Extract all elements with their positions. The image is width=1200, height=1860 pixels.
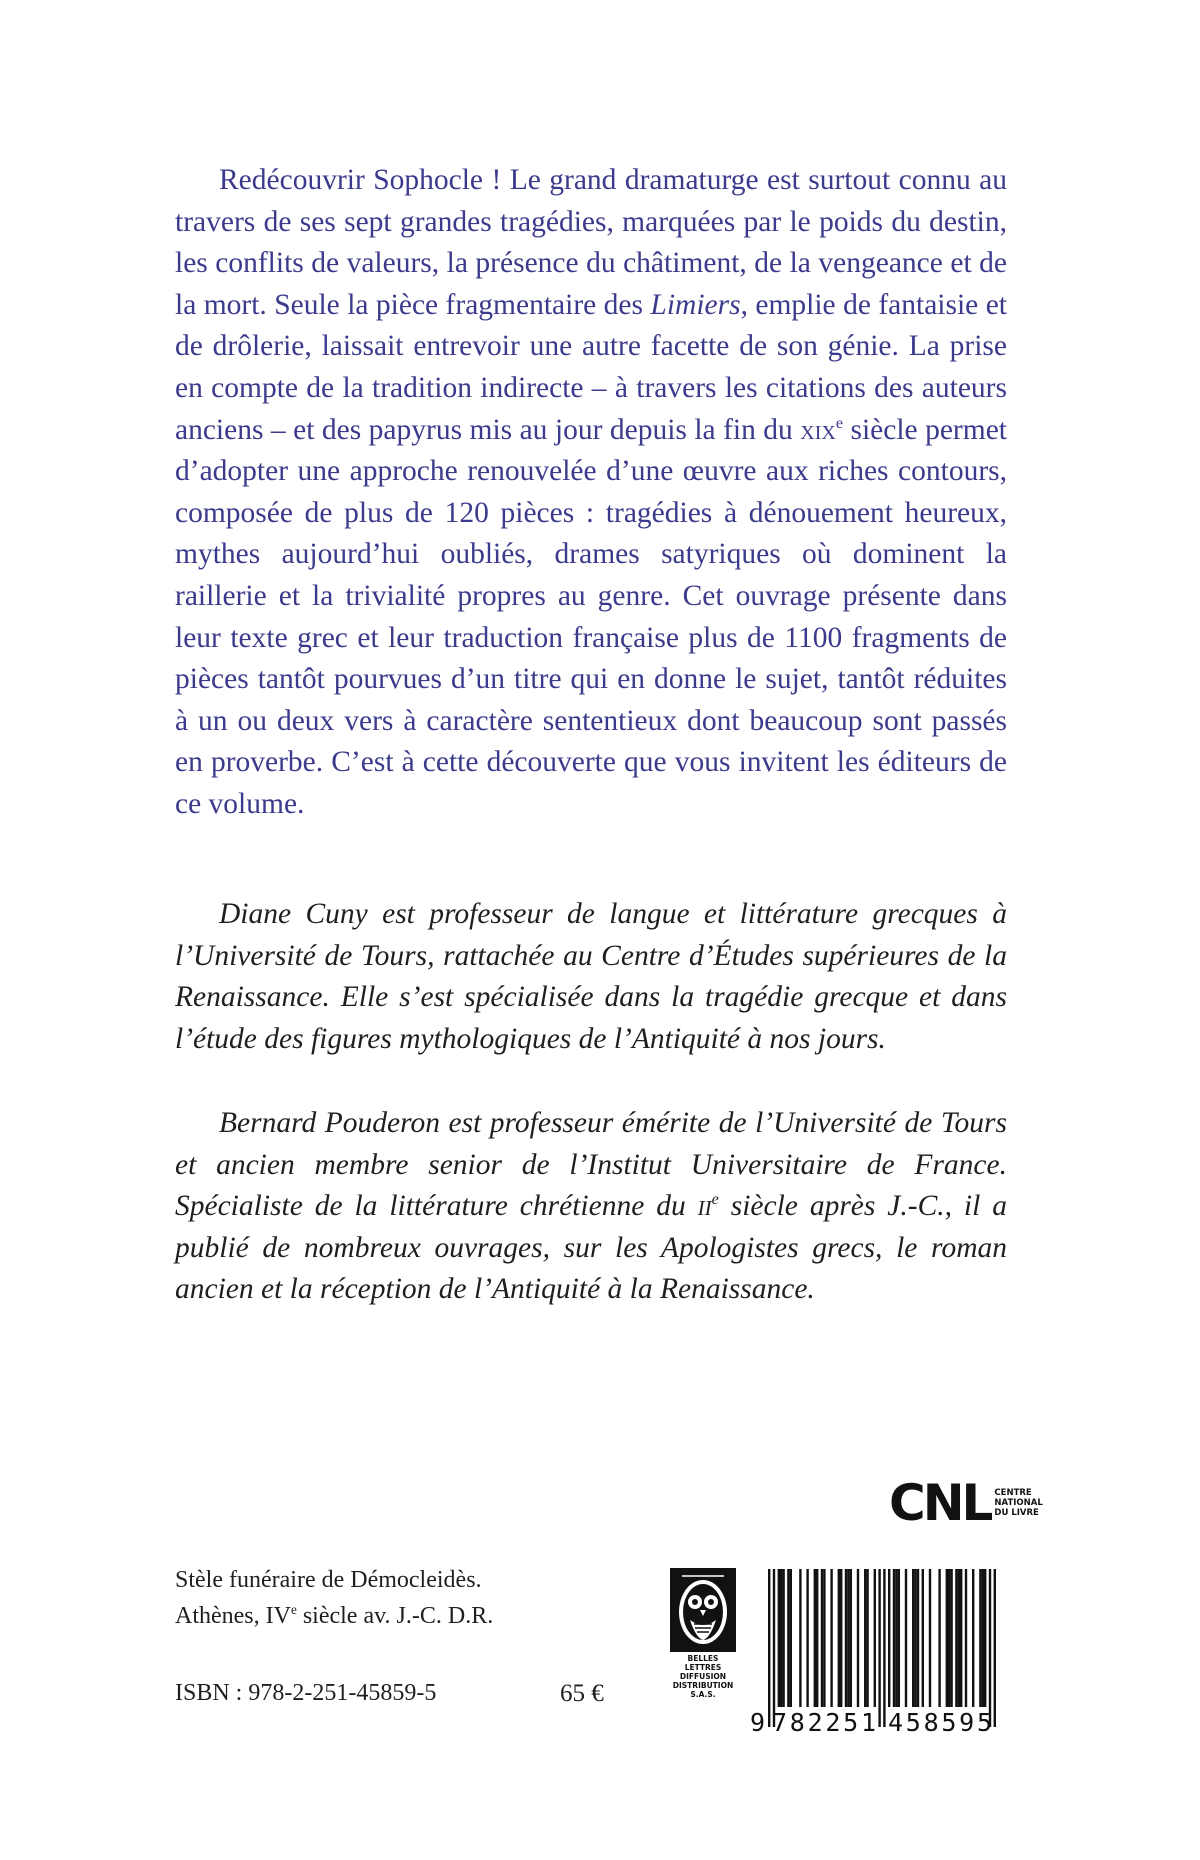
bio2-text-1: Bernard Pouderon est professeur émérite de l’Université de Tours et ancien membre senior de l’Institut Universitaire de France. Spécialiste de la littérature chrétienne du bbox=[175, 1107, 1007, 1223]
barcode-bar bbox=[929, 1569, 931, 1707]
barcode-bar bbox=[955, 1569, 957, 1707]
barcode-bars bbox=[768, 1569, 996, 1727]
author-bio-diane-cuny: Diane Cuny est professeur de langue et littérature grecques à l’Université de Tours, rattachée au Centre d’Études supérieures de la Renaissance. Elle s’est spécialisée dans la tragédie grecque et dans l’étude des figures mythologiques de l’Antiquité à nos jours. bbox=[175, 898, 1007, 1055]
barcode-bar bbox=[787, 1569, 789, 1707]
credit-line-1: Stèle funéraire de Démocleidès. bbox=[175, 1567, 482, 1593]
barcode-bar bbox=[989, 1569, 991, 1727]
barcode-bar bbox=[994, 1569, 996, 1727]
barcode-bar bbox=[821, 1569, 823, 1707]
barcode-bar bbox=[948, 1569, 950, 1707]
barcode-bar bbox=[845, 1569, 847, 1707]
barcode-graphic bbox=[748, 1565, 1008, 1735]
cnl-wordmark: CNL bbox=[889, 1474, 991, 1532]
barcode-bar bbox=[958, 1569, 960, 1707]
cnl-logo bbox=[889, 1474, 1043, 1532]
bio2-century-superscript: e bbox=[711, 1190, 719, 1209]
barcode-bar bbox=[814, 1569, 816, 1707]
cover-image-credit bbox=[175, 1562, 493, 1634]
century-numeral: xix bbox=[800, 414, 836, 446]
barcode-bar bbox=[912, 1569, 914, 1707]
isbn-barcode bbox=[748, 1565, 1008, 1735]
owl-emblem-icon bbox=[670, 1568, 736, 1652]
barcode-bar bbox=[893, 1569, 895, 1707]
book-summary bbox=[175, 160, 1007, 826]
barcode-bar bbox=[938, 1569, 940, 1707]
barcode-bar bbox=[922, 1569, 924, 1707]
barcode-bar bbox=[838, 1569, 840, 1707]
barcode-bar bbox=[874, 1569, 876, 1707]
barcode-bar bbox=[790, 1569, 792, 1707]
summary-text-2: , emplie de fantaisie et de drôlerie, laissait entrevoir une autre facette de son génie. La prise en compte de la tradition indirecte – à travers les citations des auteurs anciens – et des papyrus mis au jour depuis la fin du bbox=[175, 288, 1007, 446]
barcode-bar bbox=[847, 1569, 849, 1707]
bio2-century-numeral: ii bbox=[697, 1190, 712, 1223]
barcode-bar bbox=[799, 1569, 801, 1707]
summary-text-3: siècle permet d’adopter une approche renouvelée d’une œuvre aux riches contours, composée de plus de 120 pièces : tragédies à dénouement heureux, mythes aujourd’hui oubliés, drames satyriques où dominent la raillerie et la trivialité propres au genre. Cet ouvrage présente dans leur texte grec et leur traduction française plus de 1100 fragments de pièces tantôt pourvues d’un titre qui en donne le sujet, tantôt réduites à un ou deux vers à caractère sententieux dont beaucoup sont passés en proverbe. C’est à cette découverte que vous invitent les éditeurs de ce volume. bbox=[175, 413, 1007, 820]
isbn-text: ISBN : 978-2-251-45859-5 bbox=[175, 1680, 437, 1706]
barcode-bar bbox=[979, 1569, 981, 1707]
barcode-bar bbox=[905, 1569, 907, 1707]
barcode-bar bbox=[914, 1569, 916, 1707]
barcode-bar bbox=[965, 1569, 967, 1707]
century-superscript: e bbox=[835, 413, 844, 432]
credit-line-2: Athènes, IVe siècle av. J.-C. D.R. bbox=[175, 1602, 494, 1629]
barcode-bar bbox=[984, 1569, 986, 1707]
author-bio-bernard-pouderon bbox=[175, 1103, 1007, 1311]
barcode-digits-right: 458595 bbox=[888, 1708, 992, 1735]
barcode-bar bbox=[972, 1569, 974, 1707]
belles-lettres-logo bbox=[670, 1568, 736, 1699]
barcode-bar bbox=[806, 1569, 808, 1707]
barcode-bar bbox=[850, 1569, 852, 1707]
title-limiers: Limiers bbox=[650, 288, 741, 321]
barcode-digits-left: 782251 bbox=[772, 1708, 876, 1735]
barcode-bar bbox=[778, 1569, 780, 1707]
barcode-digit-first: 9 bbox=[750, 1708, 766, 1735]
barcode-bar bbox=[946, 1569, 948, 1707]
barcode-bar bbox=[840, 1569, 842, 1707]
barcode-bar bbox=[857, 1569, 859, 1707]
cnl-subtitle: CENTRE NATIONAL DU LIVRE bbox=[994, 1488, 1043, 1518]
summary-text-1: Redécouvrir Sophocle ! Le grand dramaturge est surtout connu au travers de ses sept grandes tragédies, marquées par le poids du destin, les conflits de valeurs, la présence du châtiment, de la vengeance et de la mort. Seule la pièce fragmentaire des bbox=[175, 164, 1007, 321]
barcode-bar bbox=[773, 1569, 775, 1727]
publisher-name: BELLES LETTRES DIFFUSION DISTRIBUTION S.A.S. bbox=[672, 1654, 734, 1699]
barcode-bar bbox=[823, 1569, 825, 1707]
barcode-bar bbox=[864, 1569, 866, 1707]
barcode-bar bbox=[982, 1569, 984, 1707]
barcode-bar bbox=[895, 1569, 897, 1707]
barcode-bar bbox=[960, 1569, 962, 1707]
barcode-bar bbox=[898, 1569, 900, 1707]
barcode-bar bbox=[782, 1569, 784, 1707]
barcode-bar bbox=[780, 1569, 782, 1707]
price-text: 65 € bbox=[560, 1680, 604, 1707]
barcode-bar bbox=[950, 1569, 952, 1707]
barcode-bar bbox=[816, 1569, 818, 1707]
barcode-bar bbox=[866, 1569, 868, 1707]
bio2-text-2: siècle après J.-C., il a publié de nombreux ouvrages, sur les Apologistes grecs, le roman ancien et la réception de l’Antiquité à la Renaissance. bbox=[175, 1190, 1007, 1306]
barcode-bar bbox=[878, 1569, 880, 1727]
barcode-bar bbox=[888, 1569, 890, 1707]
barcode-bar bbox=[768, 1569, 770, 1727]
barcode-bar bbox=[830, 1569, 832, 1707]
barcode-bar bbox=[917, 1569, 919, 1707]
barcode-bar bbox=[883, 1569, 885, 1727]
